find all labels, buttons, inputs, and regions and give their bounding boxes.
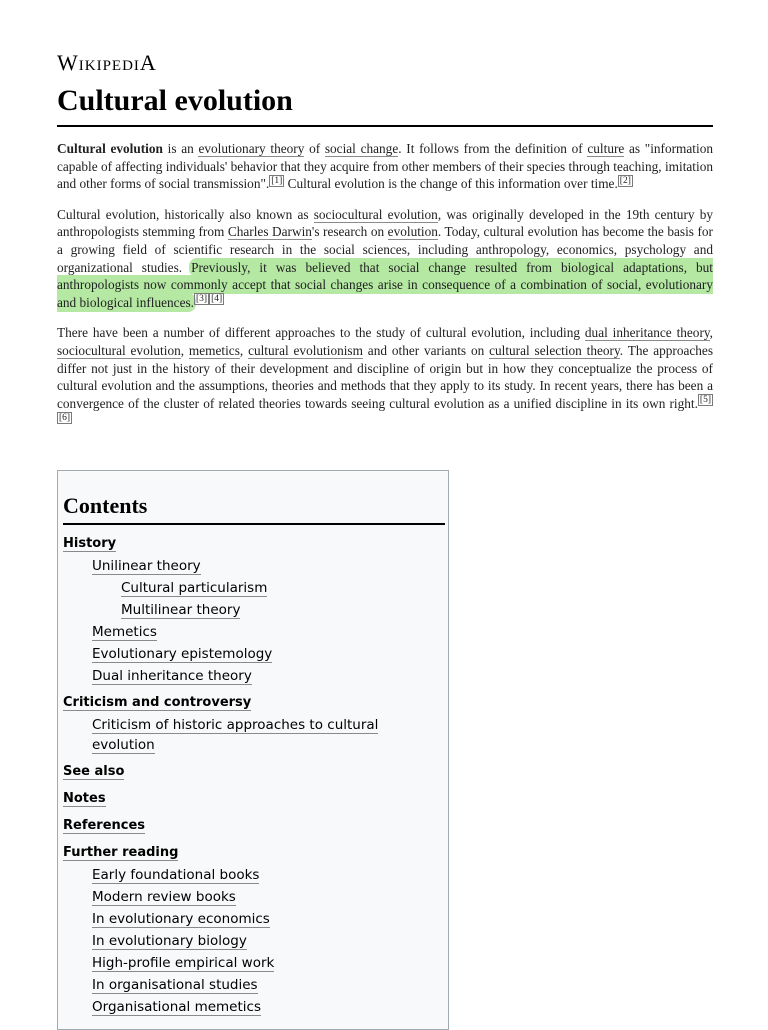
link-social-change[interactable]: social change [324, 141, 399, 156]
toc-item-organisational [92, 974, 443, 994]
toc-item-unilinear [92, 555, 443, 619]
text-span: There have been a number of different approaches to the study of cultural evolution, including [57, 325, 585, 341]
toc-sublist [92, 714, 443, 754]
citation-5[interactable]: [5] [699, 395, 711, 406]
toc-link-multilinear-theory[interactable]: Multilinear theory [121, 602, 241, 618]
toc-link-organisational-memetics[interactable]: Organisational memetics [92, 999, 261, 1015]
text-span: Previously, it was believed that social change resulted from biological [191, 259, 624, 275]
text-span: . Today, cultural evolution has become the basis for a growing field of scientific research in the social sciences, including anthropology, economics, psychology and organizational studies. [57, 224, 713, 275]
toc-link-evolutionary-economics[interactable]: In evolutionary economics [92, 911, 270, 927]
link-culture[interactable]: culture [587, 141, 625, 156]
text-span: , but anthropologists now commonly accept that social changes arise in consequence of a combination of social, evolutionary and biological influences. [57, 259, 713, 310]
link-charles-darwin[interactable]: Charles Darwin [227, 224, 312, 240]
text-span: , [709, 325, 713, 341]
link-cultural-evolutionism[interactable]: cultural evolutionism [248, 342, 363, 358]
toc-link-empirical-work[interactable]: High-profile empirical work [92, 955, 275, 971]
link-cultural-selection-theory[interactable]: cultural selection theory [489, 342, 620, 358]
citation-6[interactable]: [6] [59, 412, 71, 423]
text-span: , [239, 342, 249, 358]
toc-link-references[interactable]: References [63, 818, 146, 833]
text-span: 's research on [311, 224, 388, 240]
link-adaptations[interactable]: adaptations [623, 259, 684, 275]
toc-link-unilinear-theory[interactable]: Unilinear theory [92, 558, 201, 574]
toc-link-evolutionary-epistemology[interactable]: Evolutionary epistemology [92, 646, 273, 662]
link-sociocultural-evolution-2[interactable]: sociocultural evolution [57, 342, 181, 358]
link-evolution[interactable]: evolution [387, 224, 438, 240]
toc-item-criticism-sub [92, 714, 443, 754]
toc-link-further-reading[interactable]: Further reading [63, 845, 179, 860]
title-divider [57, 125, 713, 127]
toc-item-references [63, 814, 443, 835]
link-dual-inheritance-theory[interactable]: dual inheritance theory [584, 325, 710, 341]
toc-sublist [92, 864, 443, 1016]
toc-link-cultural-particularism[interactable]: Cultural particularism [121, 580, 268, 596]
page-title: Cultural evolution [57, 84, 293, 117]
text-span: of [304, 141, 325, 156]
text-span: . The approaches differ not just in the history of their development and discipline of origin but in how they conceptualize the process of cultural evolution and the assumptions, theories and methods that they apply to its study. In recent years, there has been a convergence of the cluster of related theories towards seeing cultural evolution as a unified discipline in its own right. [57, 342, 714, 411]
link-memetics[interactable]: memetics [188, 342, 240, 358]
text-span: and other variants on [362, 342, 490, 358]
toc-link-evolutionary-biology[interactable]: In evolutionary biology [92, 933, 247, 949]
toc-list [63, 532, 443, 1016]
toc-link-criticism[interactable]: Criticism and controversy [63, 695, 252, 710]
toc-link-criticism-historic[interactable]: Criticism of historic approaches to cultural evolution [92, 717, 379, 753]
toc-item-multilinear [121, 599, 443, 619]
citation-1[interactable]: [1] [271, 175, 283, 186]
toc-item-economics [92, 908, 443, 928]
toc-item-early [92, 864, 443, 884]
text-span: is an [162, 141, 199, 156]
toc-item-further-reading [63, 841, 443, 1016]
toc-item-dual [92, 665, 443, 685]
text-span: Cultural evolution is the change of this information over time. [284, 176, 618, 192]
toc-sublist [92, 555, 443, 685]
toc-link-notes[interactable]: Notes [63, 791, 106, 806]
toc-item-criticism [63, 691, 443, 754]
toc-item-empirical [92, 952, 443, 972]
table-of-contents [57, 470, 449, 1030]
text-span: , was originally developed in the 19th century by anthropologists stemming from [57, 206, 714, 240]
intro-paragraph-3 [57, 324, 713, 430]
citation-2[interactable]: [2] [619, 175, 631, 186]
toc-link-modern-review[interactable]: Modern review books [92, 889, 236, 905]
toc-sublist [121, 577, 443, 619]
toc-item-org-memetics [92, 996, 443, 1016]
toc-link-early-foundational[interactable]: Early foundational books [92, 867, 260, 883]
toc-link-history[interactable]: History [63, 536, 117, 551]
toc-item-memetics [92, 621, 443, 641]
intro-paragraph-1 [57, 140, 713, 193]
wikipedia-wordmark[interactable]: WikipediA [57, 50, 157, 75]
toc-item-history [63, 532, 443, 685]
citation-3[interactable]: [3] [196, 294, 208, 305]
link-evolutionary-theory[interactable]: evolutionary theory [198, 141, 305, 156]
toc-item-particularism [121, 577, 443, 597]
lead-term: Cultural evolution [57, 141, 163, 156]
article-body [57, 140, 713, 443]
text-span: . It follows from the definition of [398, 141, 588, 156]
toc-link-dual-inheritance-theory[interactable]: Dual inheritance theory [92, 668, 252, 684]
text-span: as "information capable of affecting individuals' behavior that they acquire from other members of their species through teaching, imitation and other forms of social transmission". [57, 141, 713, 192]
toc-item-see-also [63, 760, 443, 781]
citation-4[interactable]: [4] [211, 294, 223, 305]
link-sociocultural-evolution[interactable]: sociocultural evolution [313, 206, 438, 222]
text-span: , [180, 342, 189, 358]
toc-link-memetics[interactable]: Memetics [92, 624, 157, 640]
intro-paragraph-2 [57, 206, 713, 312]
toc-item-biology [92, 930, 443, 950]
toc-item-epistemology [92, 643, 443, 663]
toc-item-notes [63, 787, 443, 808]
toc-title: Contents [63, 493, 445, 525]
text-span: Cultural evolution, historically also known as [57, 206, 314, 222]
toc-link-see-also[interactable]: See also [63, 764, 125, 779]
toc-link-organisational-studies[interactable]: In organisational studies [92, 977, 258, 993]
toc-item-modern [92, 886, 443, 906]
